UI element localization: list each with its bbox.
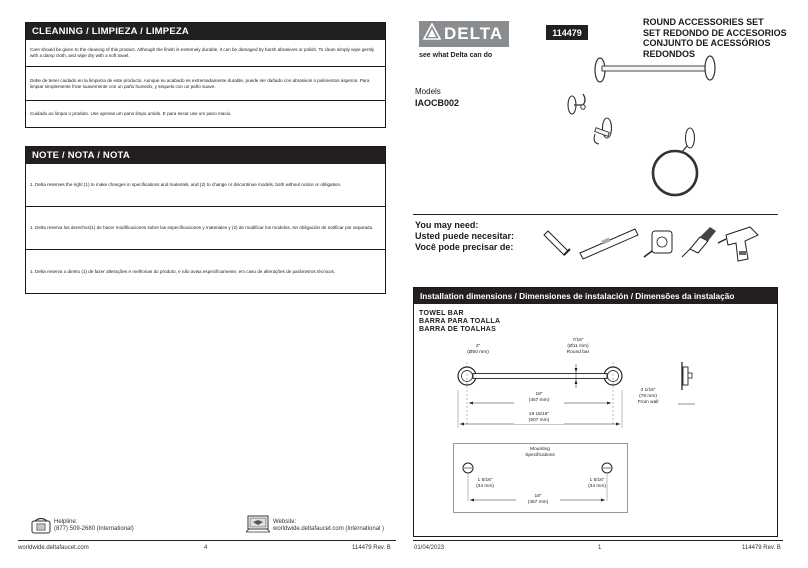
dim-2in — [458, 344, 498, 356]
left-footer-rev: 114479 Rev. B — [352, 545, 391, 551]
allen-key-icon — [544, 231, 570, 255]
brand-name: DELTA — [444, 24, 504, 43]
left-footer-rule — [18, 540, 396, 541]
cleaning-box — [25, 22, 386, 128]
note-en — [26, 164, 385, 207]
delta-triangle-icon — [423, 23, 441, 46]
cleaning-text-pt: Cuidado ao limpar o produto. Use apenas um pano limpo umido. E para secar use um pano macio. — [30, 111, 232, 116]
cleaning-title: CLEANING / LIMPIEZA / LIMPEZA — [26, 23, 385, 40]
dim-7-16-mm: (Ø11 mm) — [567, 343, 589, 349]
dim-1516-right-mm: (34 mm) — [588, 483, 606, 489]
dim-18-mm: (457 mm) — [528, 397, 550, 403]
dim-2in-mm: (Ø50 mm) — [467, 349, 489, 355]
models-label: Models — [415, 87, 441, 96]
note-title: NOTE / NOTA / NOTA — [26, 147, 385, 164]
dim-1516-left — [466, 478, 504, 490]
dim-round-bar: Round bar — [566, 349, 590, 355]
models-code: IAOCB002 — [415, 98, 460, 108]
website-url[interactable]: worldwide.deltafaucet.com (International ) — [273, 526, 385, 532]
dim-7-16 — [558, 338, 598, 355]
dim-19-label: 19 15/16" — [528, 412, 550, 417]
title-line-1: ROUND ACCESSORIES SET — [643, 17, 764, 27]
title-line-2: SET REDONDO DE ACCESORIOS — [643, 27, 787, 38]
mounting-line-2: Specifications — [525, 452, 555, 458]
note-text-es: 1. Delta reserva los derechos(1) de hacer modificaciones sobre las especificaciones y materiales y (2) de modificar los modelos, sin obligación de notificar por separado. — [30, 225, 374, 230]
helpline-icon — [31, 517, 51, 535]
left-footer-page: 4 — [204, 545, 208, 551]
helpline-phone[interactable]: (877) 509-2680 (International) — [54, 526, 134, 532]
right-footer-page: 1 — [598, 545, 602, 551]
right-footer-rev: 114479 Rev. B — [742, 545, 781, 551]
title-line-4: REDONDOS — [643, 48, 696, 59]
you-may-need — [415, 220, 514, 253]
cleaning-text-en: Care should be given to the cleaning of this product. Although the finish is extremely durable, it can be damaged by harsh abrasives or polish. To clean simply wipe gently with a damp cloth, and wipe dry with a soft towel. — [30, 47, 375, 58]
right-footer-rule — [413, 540, 783, 541]
dim-19 — [514, 412, 564, 424]
dim-18 — [514, 392, 564, 404]
level-icon — [580, 229, 638, 259]
robe-hook-drawing — [568, 94, 585, 114]
need-es: Usted puede necesitar: — [415, 231, 515, 241]
dim-1516-right-label: 1 5/16" — [589, 478, 605, 483]
dim-3 — [628, 388, 668, 405]
title-line-3: CONJUNTO DE ACESSÓRIOS — [643, 38, 771, 48]
need-en: You may need: — [415, 220, 479, 230]
product-illustration — [555, 50, 730, 210]
tissue-holder-drawing — [594, 118, 611, 144]
website-icon — [246, 515, 270, 535]
towel-bar-label — [419, 310, 500, 334]
dim-19-mm: (507 mm) — [528, 417, 550, 423]
website-label: Website: — [273, 519, 297, 525]
towel-bar-pt: BARRA DE TOALHAS — [419, 326, 497, 333]
cleaning-pt — [26, 101, 385, 127]
dim-1516-right — [578, 478, 616, 490]
note-text-pt: 1. Delta reserva o direito (1) de fazer alterações e melhorias do produto, e não avisa especificamente, em caso de alterações de parâmetros técnicos. — [30, 268, 336, 274]
towel-bar-en: TOWEL BAR — [419, 310, 464, 317]
note-text-en: 1. Delta reserves the right (1) to make changes in specifications and materials, and (2) to change or discontinue models, both without notice or obligation. — [30, 182, 342, 187]
note-pt — [26, 250, 385, 293]
dim-18b-mm: (457 mm) — [527, 499, 549, 505]
dim-7-16-label: 7/16" — [572, 338, 584, 343]
mounting-line-1: Mounting — [530, 447, 550, 452]
helpline-label: Helpline: — [54, 519, 78, 525]
dim-18b-label: 18" — [534, 494, 542, 499]
note-es — [26, 207, 385, 250]
cleaning-text-es: Debe de tener cuidado en la limpieza de este producto. Aunque su acabado es extremadamente durable, puede ser dañado con abrasivos o pulimentos ásperos. Para limpiar simplemente frote suavemente con un paño humedo, y séquelo con un paño suave. — [30, 77, 370, 89]
dim-18-label: 18" — [535, 392, 543, 397]
delta-logo — [419, 21, 509, 47]
towel-bar-es: BARRA PARA TOALLA — [419, 318, 501, 325]
tape-measure-icon — [644, 231, 672, 257]
tagline: see what Delta can do — [419, 52, 493, 59]
model-number-badge: 114479 — [546, 25, 588, 40]
mounting-spec-title — [516, 447, 564, 459]
dim-18b — [516, 494, 560, 506]
dim-2in-label: 2" — [475, 344, 481, 349]
dim-1516-left-mm: (34 mm) — [476, 483, 494, 489]
dim-from-wall: From wall — [637, 399, 659, 405]
note-box — [25, 146, 386, 294]
dim-3-mm: (78 mm) — [639, 393, 657, 399]
tools-illustration — [540, 215, 765, 265]
need-pt: Você pode precisar de: — [415, 242, 514, 252]
towel-bar-drawing — [595, 56, 715, 82]
drill-icon — [718, 227, 758, 261]
right-footer-date: 01/04/2023 — [414, 545, 445, 551]
screwdriver-icon — [682, 227, 716, 257]
install-title: Installation dimensions / Dimensiones de instalación / Dimensões da instalação — [414, 288, 777, 304]
dim-1516-left-label: 1 5/16" — [477, 478, 493, 483]
left-footer-site: worldwide.deltafaucet.com — [18, 545, 89, 551]
cleaning-en — [26, 40, 385, 67]
dim-3-label: 3 1/16" — [640, 388, 656, 393]
cleaning-es — [26, 67, 385, 101]
towel-ring-drawing — [653, 128, 697, 195]
